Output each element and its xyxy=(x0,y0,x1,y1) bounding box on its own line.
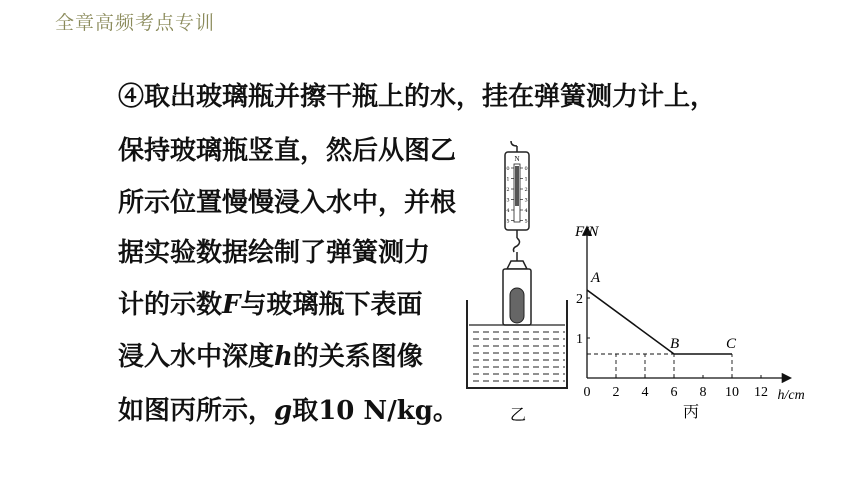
y-tick-label: 1 xyxy=(576,332,583,347)
line7-prefix: 如图丙所示， xyxy=(118,396,275,426)
x-tick-label: 4 xyxy=(641,385,649,400)
page-header-title: 全章高频考点专训 xyxy=(55,12,216,34)
figure-bing-caption: 丙 xyxy=(683,402,700,421)
problem-line-4: 据实验数据绘制了弹簧测力 xyxy=(118,238,431,268)
water xyxy=(469,325,565,386)
problem-line-7 xyxy=(118,398,459,424)
line6-prefix: 浸入水中深度 xyxy=(118,342,275,372)
variable-g: g xyxy=(274,396,293,426)
line7-suffix: 取10 N/kg。 xyxy=(292,396,459,426)
line6-suffix: 的关系图像 xyxy=(292,342,423,372)
scale-bottom-hook xyxy=(513,238,519,252)
y-axis-label: F/N xyxy=(575,224,599,240)
x-tick-label: 2 xyxy=(612,385,620,400)
figure-yi-spring-scale-diagram xyxy=(462,140,572,430)
bottle-inner-contents xyxy=(510,288,524,323)
scale-unit-label: N xyxy=(514,155,520,163)
scale-tick-label-left: 2 xyxy=(506,187,510,193)
y-tick-label: 2 xyxy=(576,292,583,307)
x-tick-label: 6 xyxy=(670,385,678,400)
scale-tick-label-left: 4 xyxy=(506,208,510,214)
scale-tick-label-left: 0 xyxy=(506,166,510,172)
chart-axes xyxy=(587,228,790,378)
scale-tick-label-left: 3 xyxy=(506,197,510,204)
scale-tick-label-right: 4 xyxy=(524,208,528,214)
scale-spring xyxy=(515,166,519,206)
problem-line-1: ④取出玻璃瓶并擦干瓶上的水，挂在弹簧测力计上， xyxy=(118,82,717,112)
line5-prefix: 计的示数 xyxy=(118,290,223,320)
point-label-A: A xyxy=(591,270,601,286)
problem-line-6 xyxy=(118,344,423,370)
point-label-C: C xyxy=(726,336,737,352)
scale-tick-label-right: 2 xyxy=(524,187,528,193)
figure-yi-caption: 乙 xyxy=(510,405,527,424)
scale-tick-label-right: 1 xyxy=(524,176,528,183)
scale-top-hook xyxy=(511,141,517,146)
chart-series xyxy=(587,290,732,354)
line5-suffix: 与玻璃瓶下表面 xyxy=(240,290,423,320)
scale-tick-label-right: 3 xyxy=(524,197,528,204)
variable-h: h xyxy=(274,342,293,372)
bottle-cap xyxy=(507,261,527,269)
variable-F: F xyxy=(222,290,241,320)
x-tick-label: 0 xyxy=(583,385,591,400)
problem-line-5 xyxy=(118,292,423,318)
x-tick-label: 10 xyxy=(725,385,739,400)
chart-dashed-guides xyxy=(587,354,732,378)
series-line-F-vs-h xyxy=(587,290,732,354)
scale-tick-label-left: 5 xyxy=(506,218,510,225)
point-label-B: B xyxy=(670,336,680,352)
scale-tick-label-left: 1 xyxy=(506,176,510,183)
problem-line-3: 所示位置慢慢浸入水中，并根 xyxy=(118,188,457,218)
chart-labels xyxy=(574,224,805,421)
figure-bing-f-h-chart xyxy=(565,218,825,428)
scale-tick-label-right: 5 xyxy=(524,218,528,225)
x-axis-label: h/cm xyxy=(777,388,805,403)
x-tick-label: 12 xyxy=(754,385,768,400)
scale-tick-label-right: 0 xyxy=(524,166,528,172)
x-tick-label: 8 xyxy=(699,385,707,400)
problem-line-2: 保持玻璃瓶竖直，然后从图乙 xyxy=(118,136,457,166)
